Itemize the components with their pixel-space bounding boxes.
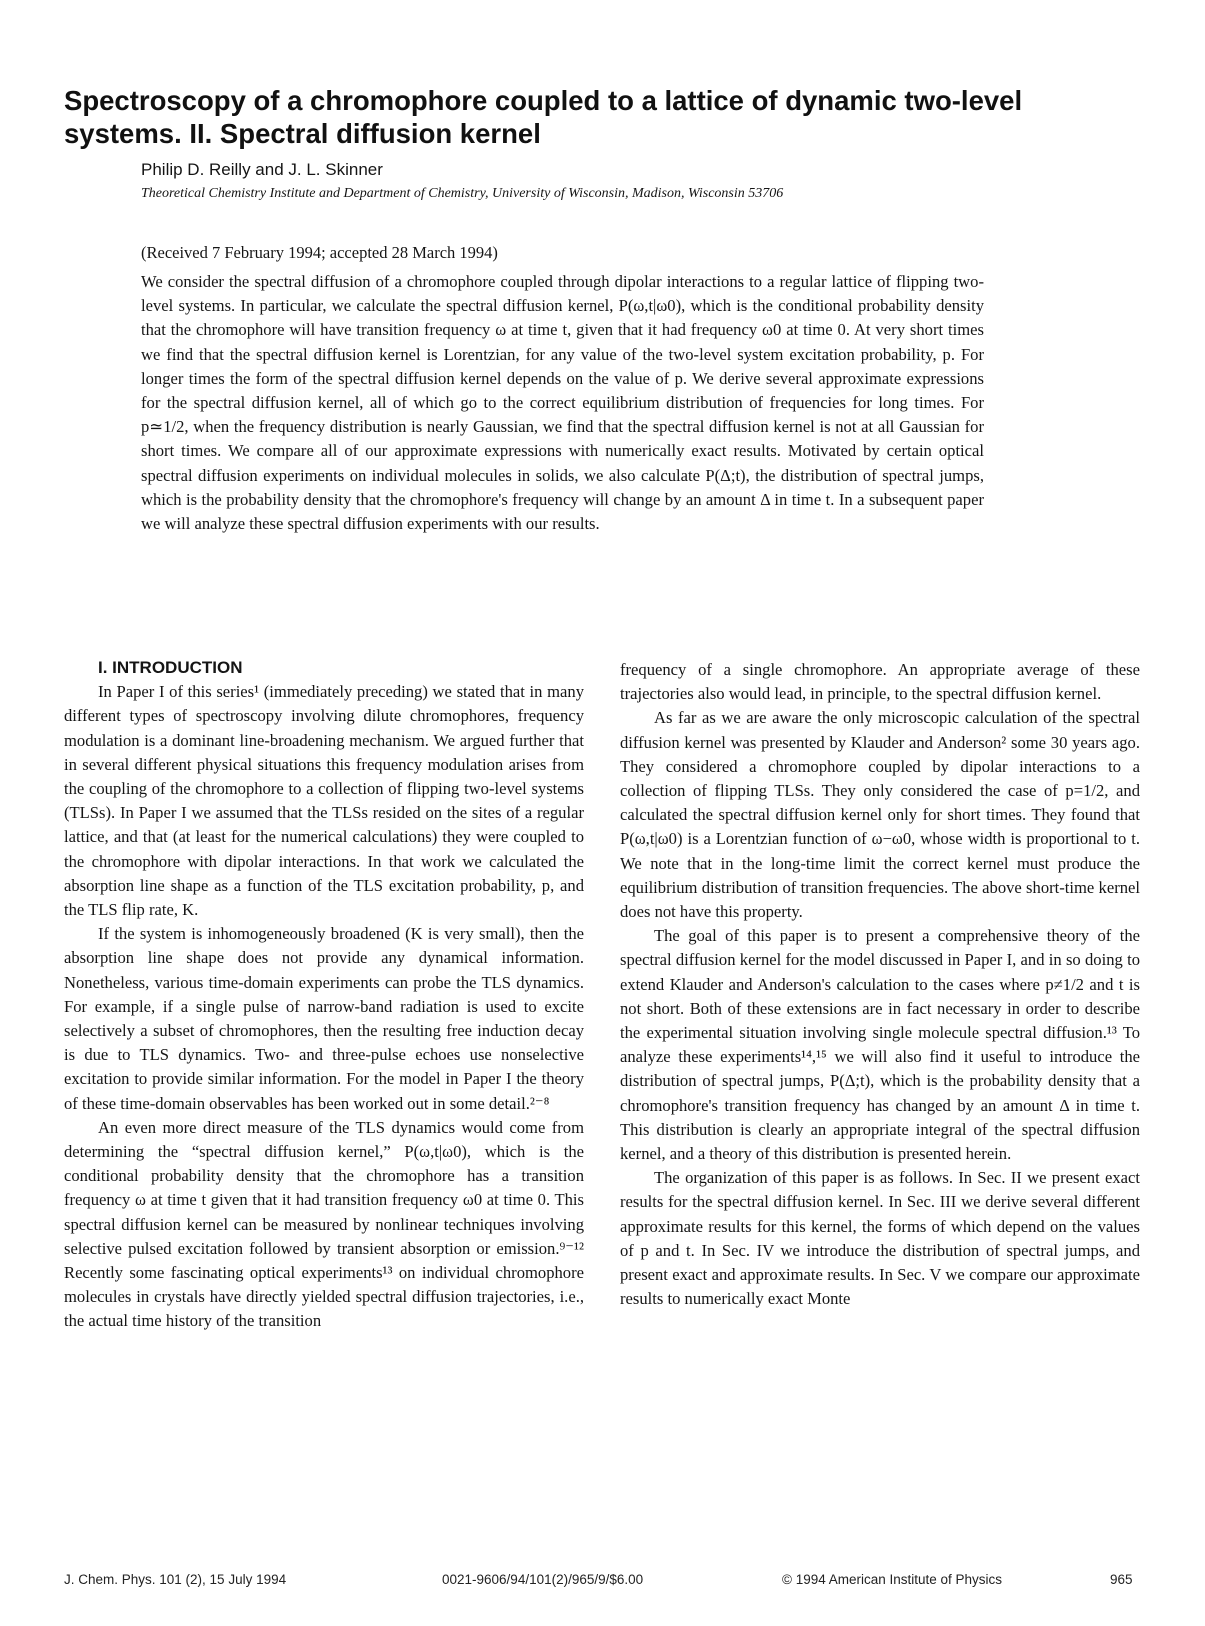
received-dates: (Received 7 February 1994; accepted 28 March 1994) <box>141 243 498 262</box>
section-heading: I. INTRODUCTION <box>98 658 243 677</box>
intro-paragraph-5: The goal of this paper is to present a comprehensive theory of the spectral diffusion kernel for the model discussed in Paper I, and in so doing to extend Klauder and Anderson's calculation to the cases where p≠1/2 and t is not short. Both of these extensions are in fact necessary in order to describe the experimental situation involving single molecule spectral diffusion.¹³ To analyze these experiments¹⁴,¹⁵ we will also find it useful to introduce the distribution of spectral jumps, P(Δ;t), which is the probability density that a chromophore's transition frequency has changed by an amount Δ in time t. This distribution is clearly an appropriate integral of the spectral diffusion kernel, and a theory of this distribution is presented herein. <box>620 926 1140 1164</box>
page-number: 965 <box>1110 1572 1133 1587</box>
intro-paragraph-6: The organization of this paper is as follows. In Sec. II we present exact results for the spectral diffusion kernel. In Sec. III we derive several different approximate results for this kernel, the forms of which depend on the values of p and t. In Sec. IV we introduce the distribution of spectral jumps, and present exact and approximate results. In Sec. V we compare our approximate results to numerically exact Monte <box>620 1168 1140 1309</box>
intro-paragraph-3: An even more direct measure of the TLS dynamics would come from determining the “spectral diffusion kernel,” P(ω,t|ω0), which is the conditional probability density that the chromophore has a transition frequency ω at time t given that it had transition frequency ω0 at time 0. This spectral diffusion kernel can be measured by nonlinear techniques involving selective pulsed excitation followed by transient absorption or emission.⁹⁻¹² Recently some fascinating optical experiments¹³ on individual chromophore molecules in crystals have directly yielded spectral diffusion trajectories, i.e., the actual time history of the transition <box>64 1117 584 1331</box>
intro-paragraph-2: If the system is inhomogeneously broadened (K is very small), then the absorption line shape does not provide any dynamical information. Nonetheless, various time-domain experiments can probe the TLS dynamics. For example, if a single pulse of narrow-band radiation is used to excite selectively a subset of chromophores, then the resulting free induction decay is due to TLS dynamics. Two- and three-pulse echoes use nonselective excitation to provide similar information. For the model in Paper I the theory of these time-domain observables has been worked out in some detail.²⁻⁸ <box>64 924 584 1113</box>
authors: Philip D. Reilly and J. L. Skinner <box>141 160 383 179</box>
right-column <box>620 658 1140 1311</box>
footer-code: 0021-9606/94/101(2)/965/9/$6.00 <box>442 1572 644 1587</box>
intro-paragraph-continued: frequency of a single chromophore. An appropriate average of these trajectories also would lead, in principle, to the spectral diffusion kernel. <box>620 660 1140 704</box>
footer-journal: J. Chem. Phys. 101 (2), 15 July 1994 <box>64 1572 287 1587</box>
footer-copyright: © 1994 American Institute of Physics <box>782 1572 1003 1587</box>
left-column <box>64 656 584 1334</box>
intro-paragraph-1: In Paper I of this series¹ (immediately preceding) we stated that in many different types of spectroscopy involving dilute chromophores, frequency modulation is a dominant line-broadening mechanism. We argued further that in several different physical situations this frequency modulation arises from the coupling of the chromophore to a collection of flipping two-level systems (TLSs). In Paper I we assumed that the TLSs resided on the sites of a regular lattice, and that (at least for the numerical calculations) they were coupled to the chromophore with dipolar interactions. In that work we calculated the absorption line shape as a function of the TLS excitation probability, p, and the TLS flip rate, K. <box>64 682 584 920</box>
paper-title: Spectroscopy of a chromophore coupled to a lattice of dynamic two-level systems. II. Spectral diffusion kernel <box>64 85 1023 149</box>
affiliation: Theoretical Chemistry Institute and Department of Chemistry, University of Wisconsin, Madison, Wisconsin 53706 <box>141 186 784 201</box>
intro-paragraph-4: As far as we are aware the only microscopic calculation of the spectral diffusion kernel was presented by Klauder and Anderson² some 30 years ago. They considered a chromophore coupled by dipolar interactions to a collection of flipping TLSs. They only considered the case of p=1/2, and calculated the spectral diffusion kernel only for short times. They found that P(ω,t|ω0) is a Lorentzian function of ω−ω0, whose width is proportional to t. We note that in the long-time limit the correct kernel must produce the equilibrium distribution of transition frequencies. The above short-time kernel does not have this property. <box>620 708 1140 922</box>
abstract: We consider the spectral diffusion of a chromophore coupled through dipolar interactions to a regular lattice of flipping two-level systems. In particular, we calculate the spectral diffusion kernel, P(ω,t|ω0), which is the conditional probability density that the chromophore will have transition frequency ω at time t, given that it had frequency ω0 at time 0. At very short times we find that the spectral diffusion kernel is Lorentzian, for any value of the two-level system excitation probability, p. For longer times the form of the spectral diffusion kernel depends on the value of p. We derive several approximate expressions for the spectral diffusion kernel, all of which go to the correct equilibrium distribution of frequencies for long times. For p≃1/2, when the frequency distribution is nearly Gaussian, we find that the spectral diffusion kernel is not at all Gaussian for short times. We compare all of our approximate expressions with numerically exact results. Motivated by certain optical spectral diffusion experiments on individual molecules in solids, we also calculate P(Δ;t), the distribution of spectral jumps, which is the probability density that the chromophore's frequency will change by an amount Δ in time t. In a subsequent paper we will analyze these spectral diffusion experiments with our results. <box>141 272 984 534</box>
